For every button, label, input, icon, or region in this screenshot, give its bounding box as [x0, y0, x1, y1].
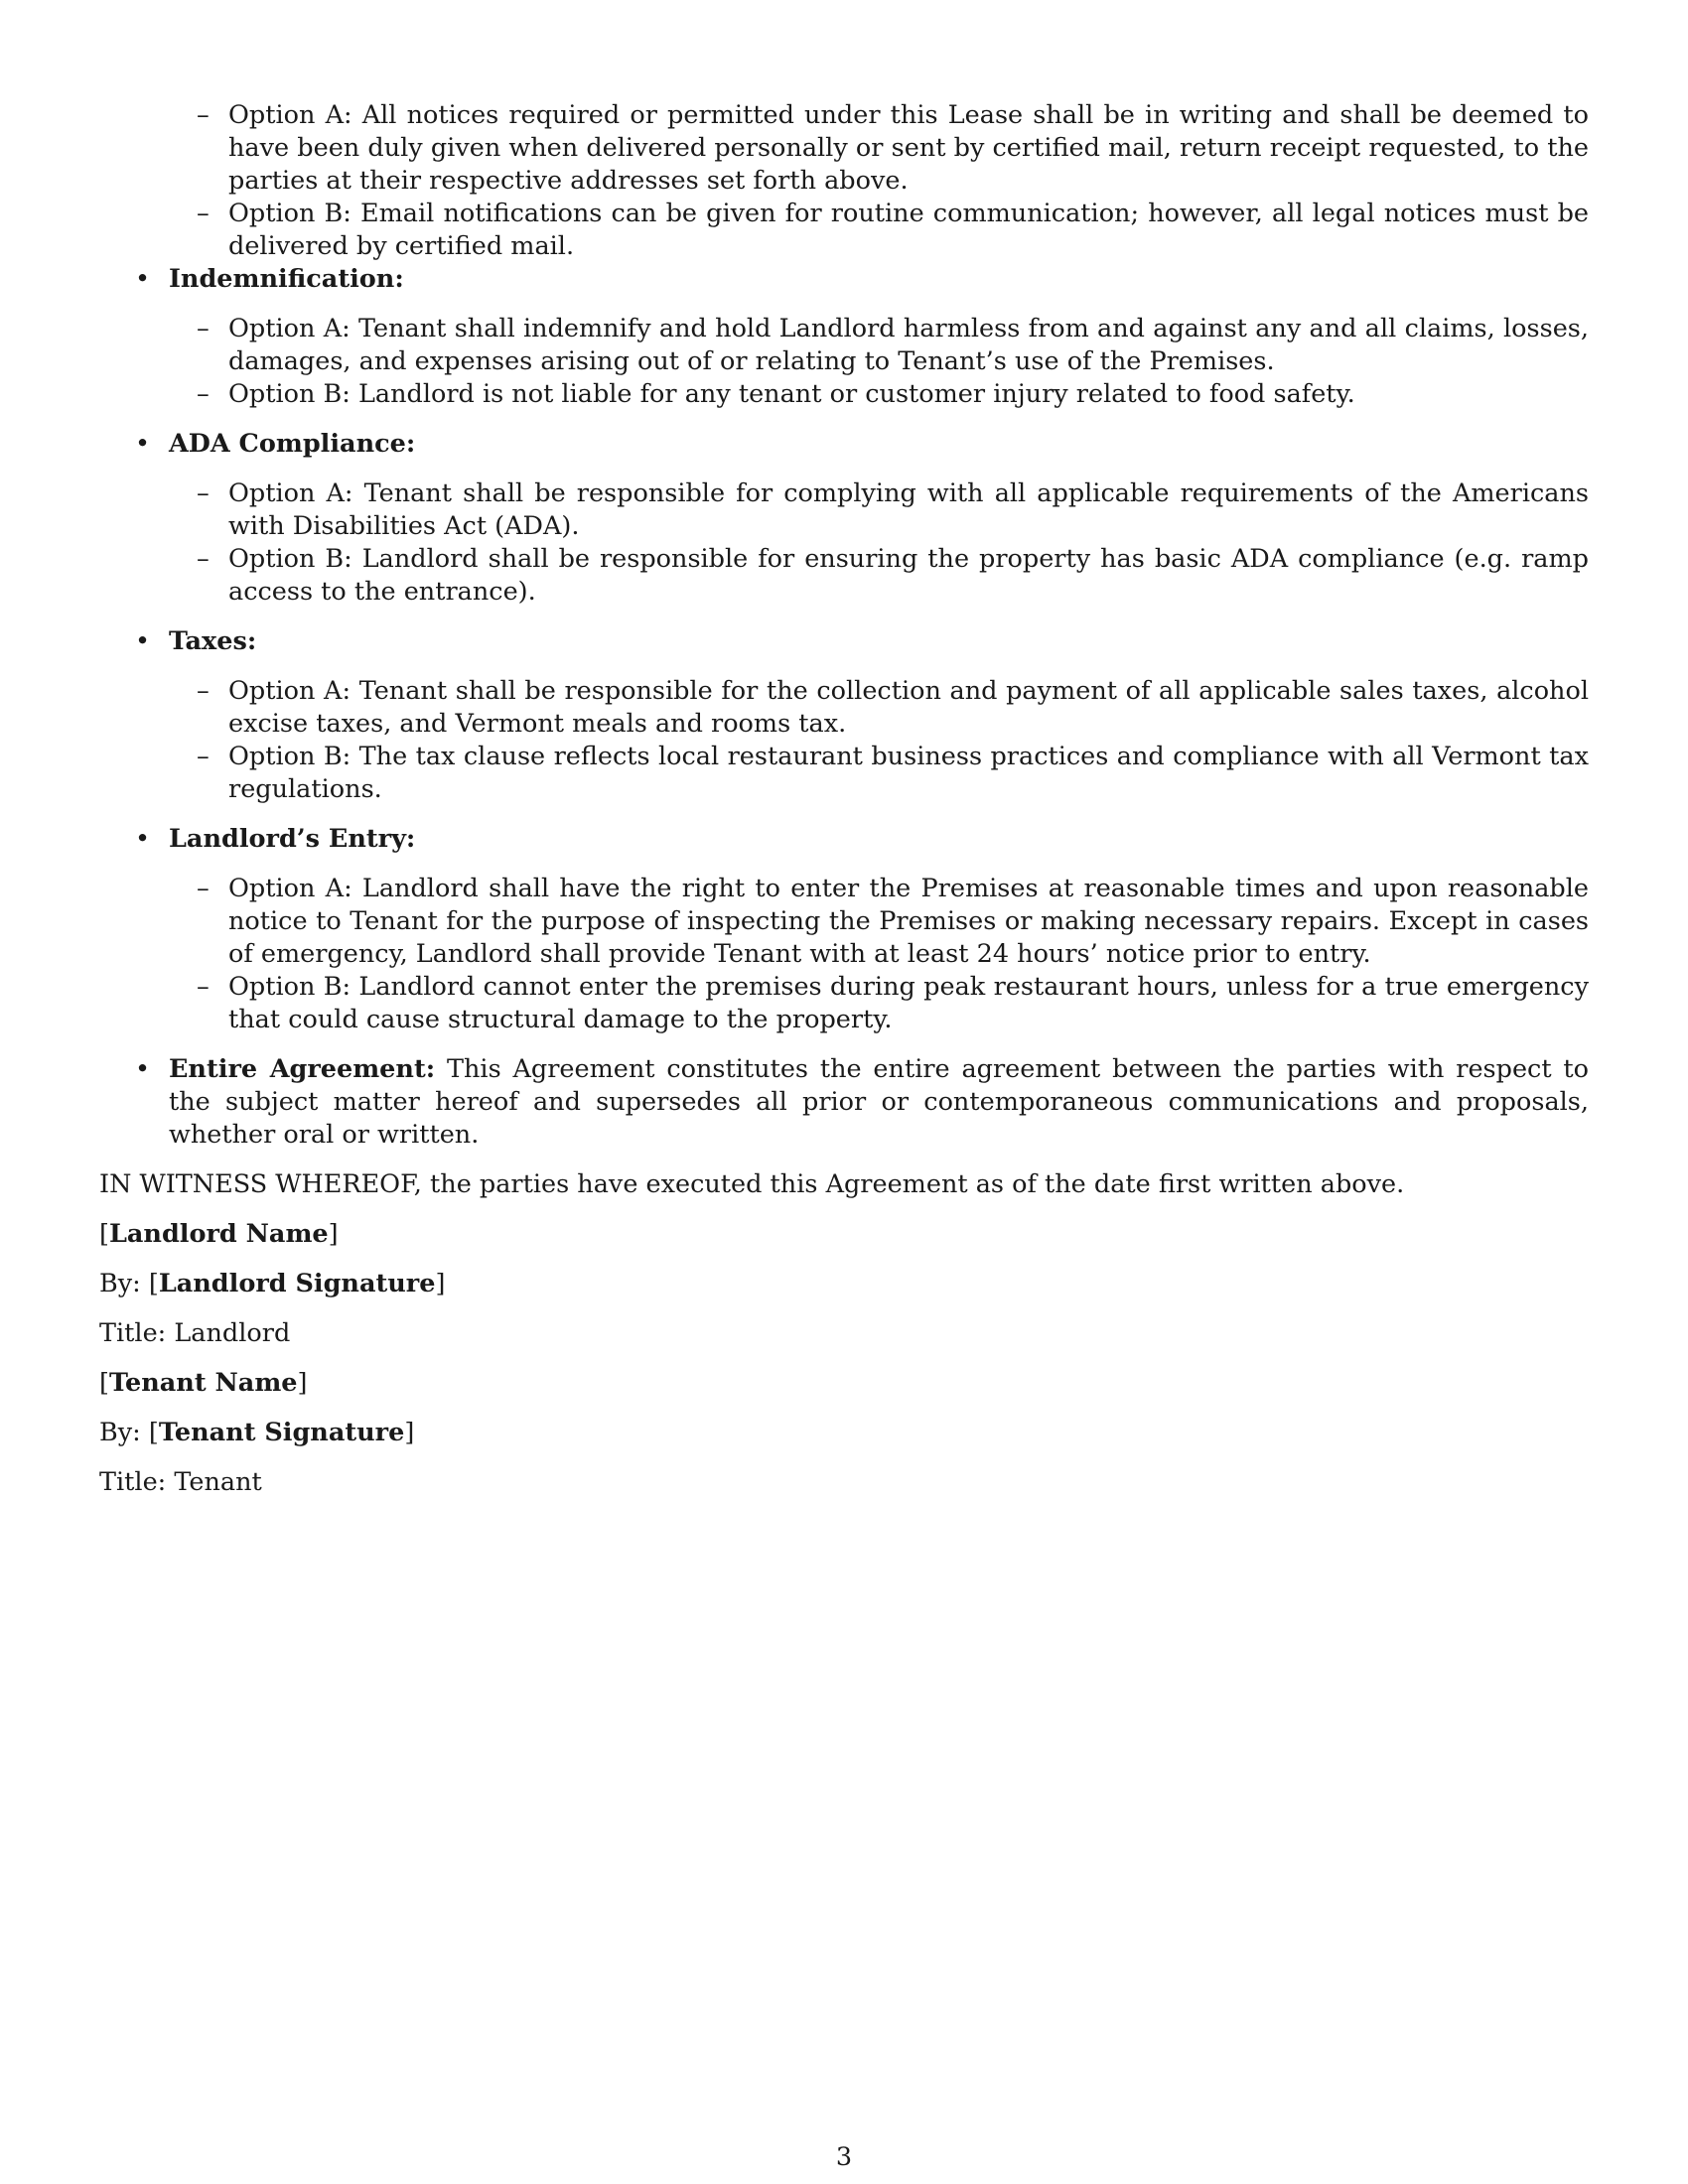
- dash-marker: –: [197, 742, 210, 771]
- section-ada-compliance: [99, 428, 1589, 609]
- tenant-name-line: [Tenant Name]: [99, 1368, 308, 1398]
- section-text: This Agreement constitutes the entire agreement between the parties with respect to the subject matter hereof and supersedes all prior or contemporaneous communications and proposals, whether oral or written.: [169, 1054, 1589, 1150]
- dash-marker: –: [197, 199, 210, 228]
- section-taxes: [99, 625, 1589, 806]
- section-title: Taxes:: [169, 626, 257, 656]
- dash-marker: –: [197, 314, 210, 343]
- landlord-signature: Landlord Signature: [158, 1269, 436, 1298]
- section-title: Entire Agreement:: [169, 1054, 436, 1084]
- section-options: [169, 675, 1589, 806]
- option-a: – Option A: Landlord shall have the right to enter the Premises at reasonable times and upon reasonable notice to Tenant for the purpose of inspecting the Premises or making necessary repairs. Except in cases of emergency, Landlord shall provide Tenant with at least 24 hours’ notice prior to entry.: [197, 874, 1589, 969]
- option-b: – Option B: Landlord cannot enter the premises during peak restaurant hours, unless for a true emergency that could cause structural damage to the property.: [197, 972, 1589, 1034]
- section-options: [169, 873, 1589, 1036]
- section-options: [169, 313, 1589, 411]
- bullet-marker: •: [135, 429, 151, 459]
- page-number: 3: [835, 2142, 853, 2172]
- landlord-name: Landlord Name: [108, 1219, 329, 1249]
- notices-option-a: – Option A: All notices required or permitted under this Lease shall be in writing and shall be deemed to have been duly given when delivered personally or sent by certified mail, return receipt requested, to the parties at their respective addresses set forth above.: [197, 100, 1589, 196]
- dash-marker: –: [197, 379, 210, 409]
- dash-marker: –: [197, 874, 210, 903]
- bullet-marker: •: [135, 824, 151, 854]
- dash-marker: –: [197, 478, 210, 508]
- dash-marker: –: [197, 676, 210, 706]
- section-landlords-entry: [99, 823, 1589, 1036]
- tenant-signature: Tenant Signature: [158, 1418, 405, 1447]
- landlord-title-line: Title: Landlord: [99, 1318, 291, 1348]
- document-page: [99, 99, 1589, 1499]
- section-title: Indemnification:: [169, 264, 404, 294]
- option-b: – Option B: Landlord shall be responsible for ensuring the property has basic ADA compliance (e.g. ramp access to the entrance).: [197, 544, 1589, 607]
- landlord-name-line: [Landlord Name]: [99, 1219, 339, 1249]
- lease-sections: [99, 263, 1589, 1152]
- option-a: – Option A: Tenant shall be responsible for complying with all applicable requirements of the Americans with Disabilities Act (ADA).: [197, 478, 1589, 541]
- notices-options: [99, 99, 1589, 263]
- notices-option-b: – Option B: Email notifications can be given for routine communication; however, all legal notices must be delivered by certified mail.: [197, 199, 1589, 261]
- landlord-title: Landlord: [174, 1318, 291, 1348]
- section-title: Landlord’s Entry:: [169, 824, 416, 854]
- tenant-title-line: Title: Tenant: [99, 1467, 262, 1497]
- dash-marker: –: [197, 972, 210, 1002]
- option-b: – Option B: The tax clause reflects local restaurant business practices and compliance with all Vermont tax regulations.: [197, 742, 1589, 804]
- bullet-marker: •: [135, 264, 151, 294]
- dash-marker: –: [197, 100, 210, 130]
- section-entire-agreement: [99, 1053, 1589, 1152]
- bullet-marker: •: [135, 626, 151, 656]
- option-a: – Option A: Tenant shall indemnify and hold Landlord harmless from and against any and all claims, losses, damages, and expenses arising out of or relating to Tenant’s use of the Premises.: [197, 314, 1589, 376]
- section-title: ADA Compliance:: [169, 429, 416, 459]
- section-indemnification: [99, 263, 1589, 411]
- option-a: – Option A: Tenant shall be responsible for the collection and payment of all applicable sales taxes, alcohol excise taxes, and Vermont meals and rooms tax.: [197, 676, 1589, 739]
- landlord-signature-line: By: [Landlord Signature]: [99, 1269, 446, 1298]
- bullet-marker: •: [135, 1054, 151, 1084]
- option-b: – Option B: Landlord is not liable for any tenant or customer injury related to food safety.: [197, 379, 1355, 409]
- tenant-name: Tenant Name: [108, 1368, 298, 1398]
- tenant-signature-line: By: [Tenant Signature]: [99, 1418, 415, 1447]
- dash-marker: –: [197, 544, 210, 574]
- tenant-title: Tenant: [174, 1467, 262, 1497]
- section-options: [169, 478, 1589, 609]
- witness-clause: IN WITNESS WHEREOF, the parties have executed this Agreement as of the date first written above.: [99, 1169, 1405, 1199]
